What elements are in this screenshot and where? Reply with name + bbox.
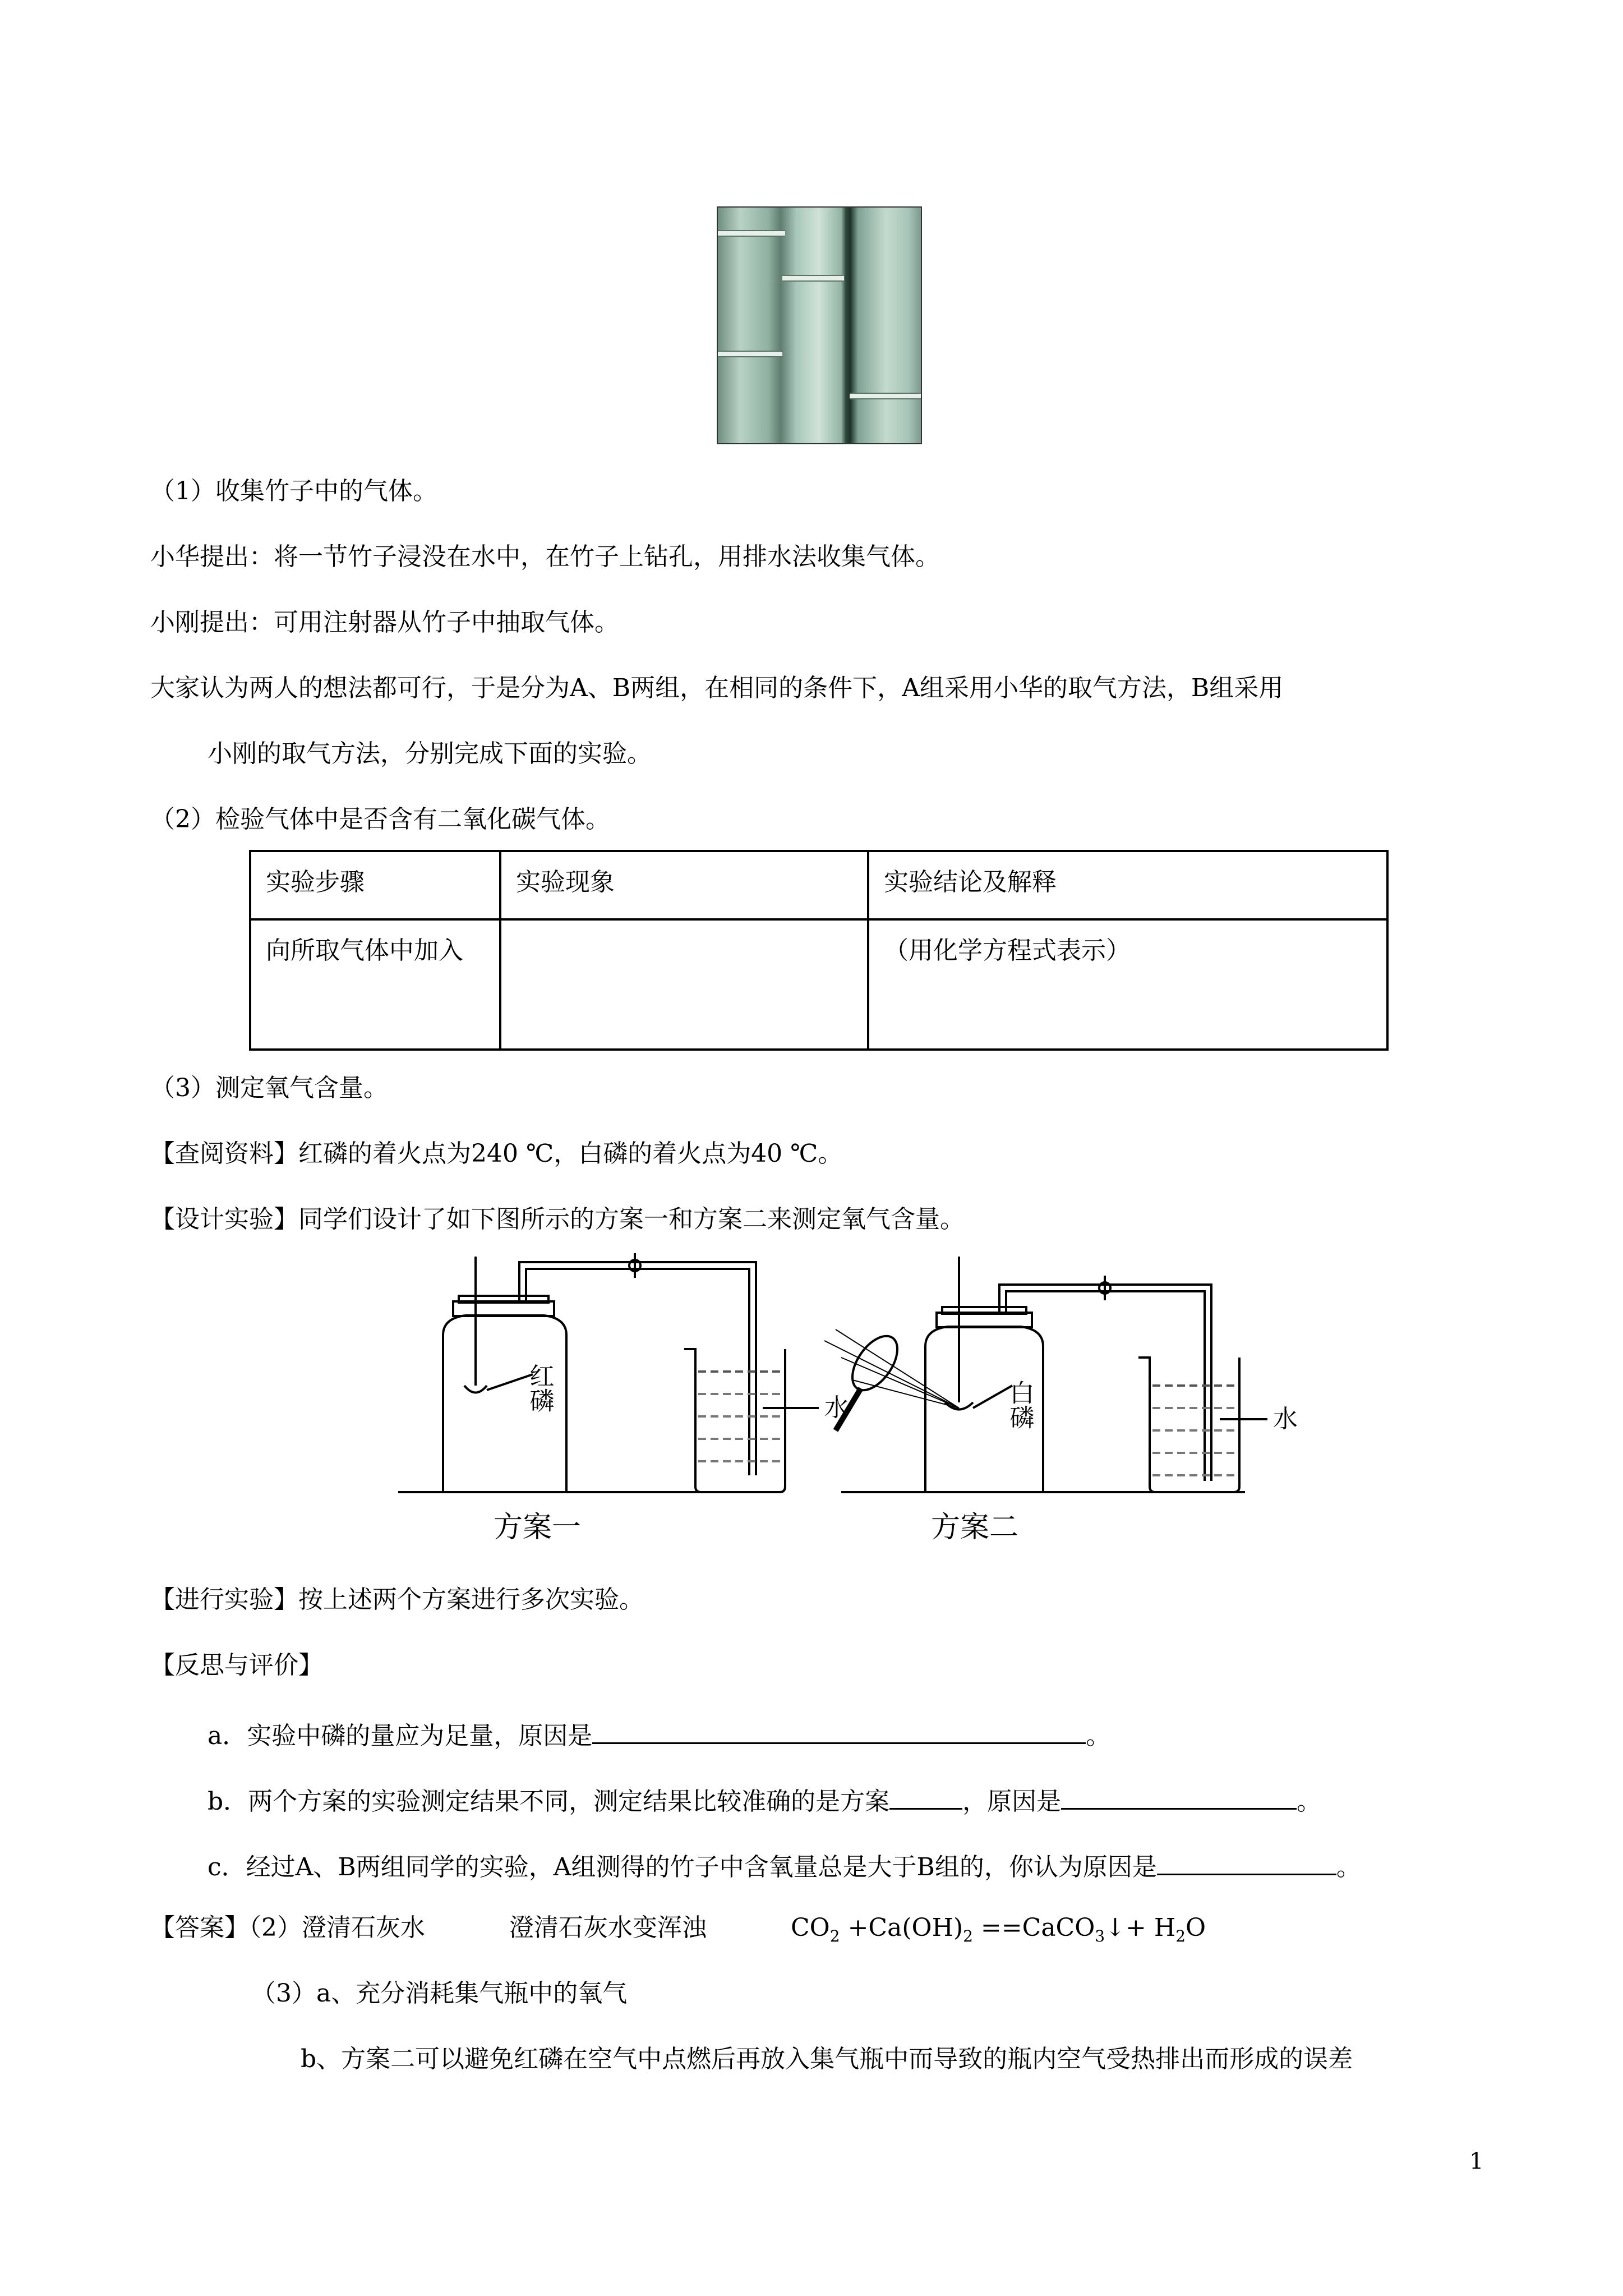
beaker-2 bbox=[1138, 1358, 1239, 1492]
design-text: 同学们设计了如下图所示的方案一和方案二来测定氧气含量。 bbox=[298, 1205, 965, 1234]
stopper-top-1 bbox=[459, 1296, 548, 1303]
reflection-a bbox=[208, 1714, 1110, 1753]
answer-blank[interactable] bbox=[1157, 1846, 1336, 1875]
answer-reagent: 澄清石灰水 bbox=[302, 1913, 425, 1942]
table-header-cell: 实验步骤 bbox=[250, 851, 500, 919]
answer-a: （3）a、充分消耗集气瓶中的氧气 bbox=[251, 1979, 628, 2008]
q3-heading: （3）测定氧气含量。 bbox=[150, 1074, 388, 1102]
stopper-top-2 bbox=[942, 1307, 1026, 1314]
reflection-a-end: 。 bbox=[1086, 1722, 1111, 1750]
bamboo-node bbox=[850, 393, 921, 399]
reflection-c-text: c．经过A、B两组同学的实验，A组测得的竹子中含氧量总是大于B组的，你认为原因是 bbox=[208, 1853, 1157, 1881]
experiment-table bbox=[249, 850, 1389, 1051]
answer-phenomenon: 澄清石灰水变浑浊 bbox=[509, 1913, 707, 1942]
answer-q2-label: （2） bbox=[249, 1913, 302, 1942]
xiaohua-proposal: 小华提出：将一节竹子浸没在水中，在竹子上钻孔，用排水法收集气体。 bbox=[150, 542, 940, 571]
table-header-row bbox=[250, 851, 1387, 919]
answer-line bbox=[150, 1911, 1206, 1953]
plan1-water-label: 水 bbox=[824, 1393, 849, 1422]
groups-line-1: 大家认为两人的想法都可行，于是分为A、B两组，在相同的条件下，A组采用小华的取气方法，B组采用 bbox=[150, 674, 1284, 702]
table-header-cell: 实验现象 bbox=[500, 851, 868, 919]
reflection-a-text: a．实验中磷的量应为足量，原因是 bbox=[208, 1722, 593, 1750]
conduct-text: 按上述两个方案进行多次实验。 bbox=[298, 1585, 644, 1614]
plan1-caption: 方案一 bbox=[494, 1511, 582, 1544]
table-cell: （用化学方程式表示） bbox=[868, 919, 1387, 1050]
table-cell bbox=[500, 919, 868, 1050]
bamboo-photo bbox=[717, 206, 922, 444]
reference-text: 红磷的着火点为240 ℃，白磷的着火点为40 ℃。 bbox=[298, 1139, 843, 1168]
plan2-apparatus bbox=[824, 1257, 1267, 1492]
design-tag: 【设计实验】 bbox=[150, 1205, 298, 1234]
bamboo-node bbox=[718, 230, 785, 237]
answer-blank[interactable] bbox=[1061, 1780, 1297, 1810]
reflection-b-mid: ，原因是 bbox=[962, 1787, 1062, 1816]
apparatus-diagram bbox=[393, 1245, 1298, 1559]
answer-blank[interactable] bbox=[592, 1714, 1086, 1744]
table-header-cell: 实验结论及解释 bbox=[868, 851, 1387, 919]
plan1-apparatus bbox=[398, 1253, 819, 1492]
answer-tag: 【答案】 bbox=[150, 1913, 249, 1942]
page-number: 1 bbox=[1469, 2148, 1484, 2174]
glass-tube-1 bbox=[519, 1262, 756, 1475]
bamboo-node bbox=[718, 351, 782, 357]
plan2-phosphorus-label: 白磷 bbox=[1005, 1380, 1034, 1429]
conduct-tag: 【进行实验】 bbox=[150, 1585, 298, 1614]
spoon-1 bbox=[464, 1386, 487, 1393]
conduct-line bbox=[150, 1583, 644, 1617]
answer-b: b、方案二可以避免红磷在空气中点燃后再放入集气瓶中而导致的瓶内空气受热排出而形成的误差 bbox=[301, 2045, 1353, 2073]
plan2-water-label: 水 bbox=[1273, 1405, 1298, 1433]
reflection-tag: 【反思与评价】 bbox=[150, 1651, 323, 1680]
answer-equation: $CO_2 +Ca(OH)_2$ ==CaCO$_3$↓+ $H_2O$ bbox=[791, 1913, 1206, 1945]
design-line bbox=[150, 1203, 965, 1236]
reflection-b-end: 。 bbox=[1297, 1787, 1322, 1816]
table-row bbox=[250, 919, 1387, 1050]
glass-tube-inner-2 bbox=[1006, 1291, 1205, 1481]
plan1-phosphorus-label: 红磷 bbox=[525, 1363, 554, 1412]
xiaogang-proposal: 小刚提出：可用注射器从竹子中抽取气体。 bbox=[150, 608, 619, 637]
table-cell: 向所取气体中加入 bbox=[250, 919, 500, 1050]
reflection-b-text: b．两个方案的实验测定结果不同，测定结果比较准确的是方案 bbox=[208, 1787, 890, 1816]
reference-line bbox=[150, 1137, 842, 1171]
reflection-b bbox=[208, 1780, 1321, 1819]
reflection-c-end: 。 bbox=[1336, 1853, 1361, 1881]
magnifier-lens bbox=[843, 1328, 906, 1398]
bamboo-node bbox=[782, 275, 844, 282]
answer-blank[interactable] bbox=[889, 1780, 962, 1810]
q2-heading: （2）检验气体中是否含有二氧化碳气体。 bbox=[150, 805, 610, 834]
groups-line-2: 小刚的取气方法，分别完成下面的实验。 bbox=[208, 739, 652, 768]
plan2-caption: 方案二 bbox=[931, 1511, 1019, 1544]
q1-heading: （1）收集竹子中的气体。 bbox=[150, 477, 437, 505]
reference-tag: 【查阅资料】 bbox=[150, 1139, 298, 1168]
reflection-c bbox=[208, 1846, 1361, 1884]
